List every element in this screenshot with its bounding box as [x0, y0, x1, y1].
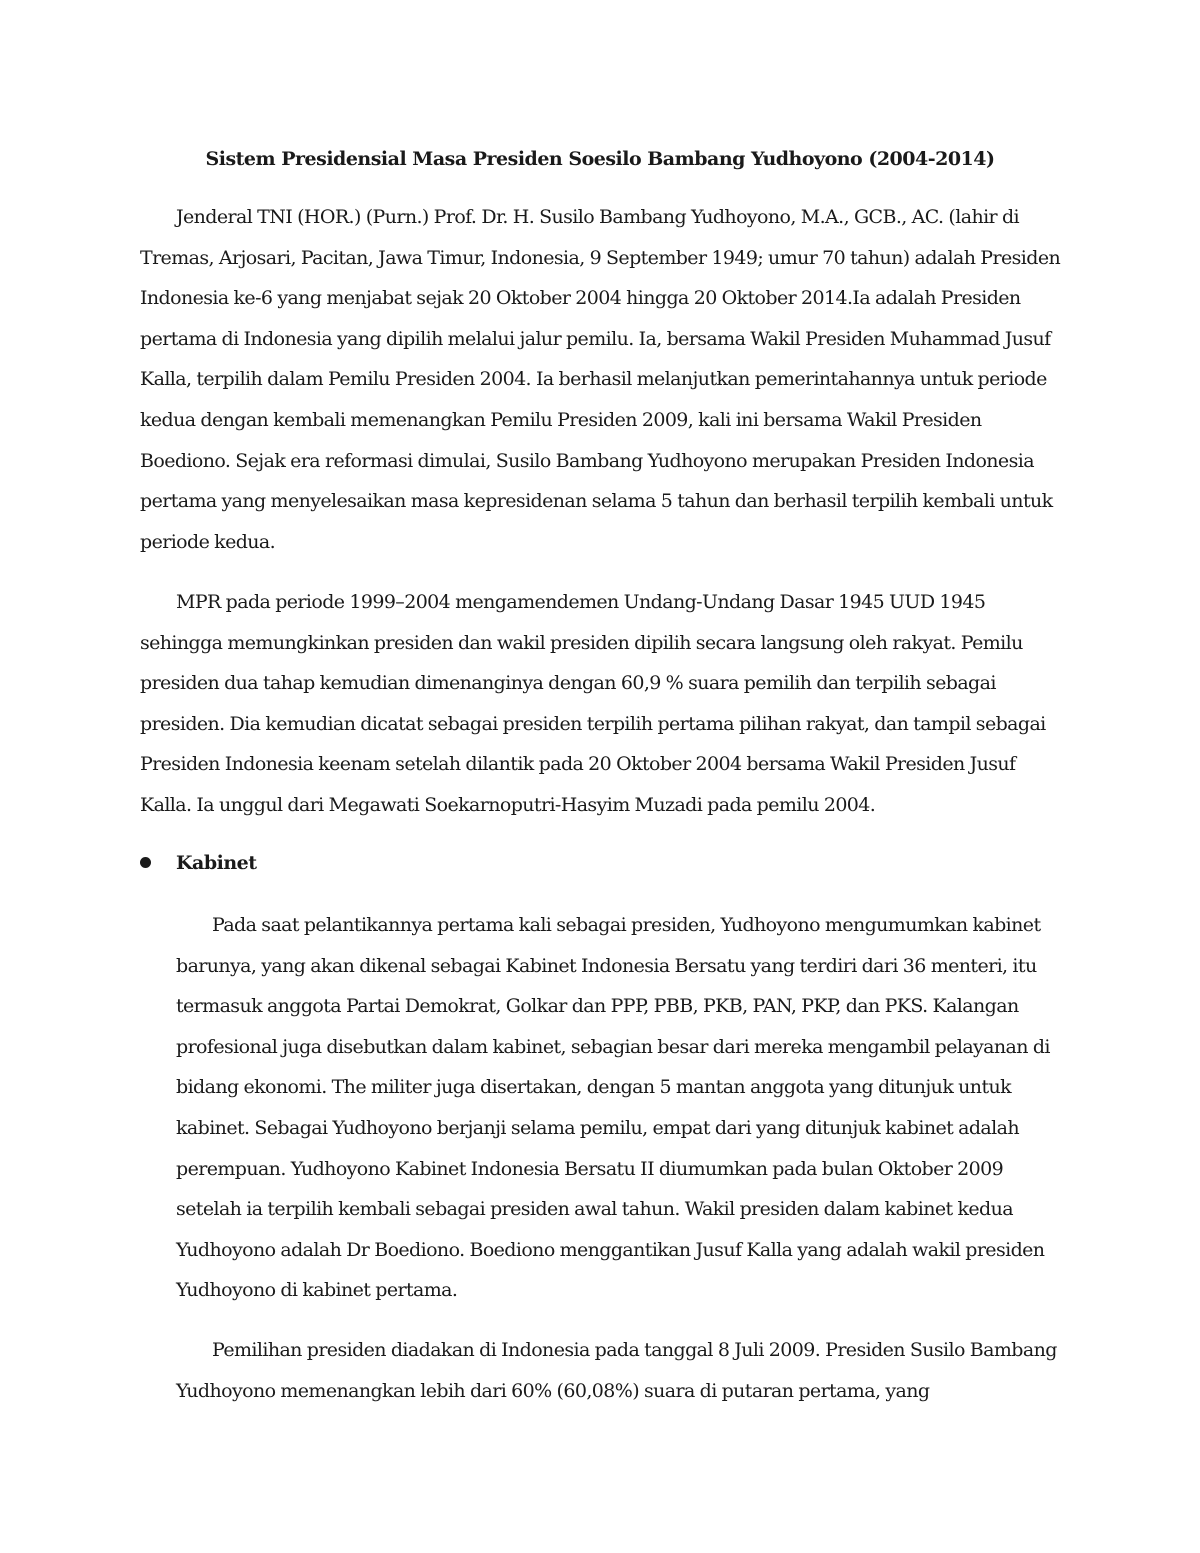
- section-heading-kabinet: [140, 847, 740, 879]
- bullet-icon: [140, 857, 151, 868]
- paragraph-cabinet: Pada saat pelantikannya pertama kali sebagai presiden, Yudhoyono mengumumkan kabinet barunya, yang akan dikenal sebagai Kabinet Indonesia Bersatu yang terdiri dari 36 menteri, itu termasuk anggota Partai Demokrat, Golkar dan PPP, PBB, PKB, PAN, PKP, dan PKS. Kalangan profesional juga disebutkan dalam kabinet, sebagian besar dari mereka mengambil pelayanan di bidang ekonomi. The militer juga disertakan, dengan 5 mantan anggota yang ditunjuk untuk kabinet. Sebagai Yudhoyono berjanji selama pemilu, empat dari yang ditunjuk kabinet adalah perempuan. Yudhoyono Kabinet Indonesia Bersatu II diumumkan pada bulan Oktober 2009 setelah ia terpilih kembali sebagai presiden awal tahun. Wakil presiden dalam kabinet kedua Yudhoyono adalah Dr Boediono. Boediono menggantikan Jusuf Kalla yang adalah wakil presiden Yudhoyono di kabinet pertama.: [176, 914, 1050, 1302]
- document-title: Sistem Presidensial Masa Presiden Soesilo Bambang Yudhoyono (2004-2014): [205, 148, 995, 170]
- paragraph-election-2004: MPR pada periode 1999–2004 mengamendemen Undang-Undang Dasar 1945 UUD 1945 sehingga memungkinkan presiden dan wakil presiden dipilih secara langsung oleh rakyat. Pemilu presiden dua tahap kemudian dimenanginya dengan 60,9 % suara pemilih dan terpilih sebagai presiden. Dia kemudian dicatat sebagai presiden terpilih pertama pilihan rakyat, dan tampil sebagai Presiden Indonesia keenam setelah dilantik pada 20 Oktober 2004 bersama Wakil Presiden Jusuf Kalla. Ia unggul dari Megawati Soekarnoputri-Hasyim Muzadi pada pemilu 2004.: [140, 591, 1046, 816]
- section-heading-label: Kabinet: [176, 852, 257, 874]
- paragraph-election-2009: Pemilihan presiden diadakan di Indonesia pada tanggal 8 Juli 2009. Presiden Susilo Bambang Yudhoyono memenangkan lebih dari 60% (60,08%) suara di putaran pertama, yang: [176, 1339, 1057, 1402]
- paragraph-biography: Jenderal TNI (HOR.) (Purn.) Prof. Dr. H. Susilo Bambang Yudhoyono, M.A., GCB., AC. (lahir di Tremas, Arjosari, Pacitan, Jawa Timur, Indonesia, 9 September 1949; umur 70 tahun) adalah Presiden Indonesia ke-6 yang menjabat sejak 20 Oktober 2004 hingga 20 Oktober 2014.Ia adalah Presiden pertama di Indonesia yang dipilih melalui jalur pemilu. Ia, bersama Wakil Presiden Muhammad Jusuf Kalla, terpilih dalam Pemilu Presiden 2004. Ia berhasil melanjutkan pemerintahannya untuk periode kedua dengan kembali memenangkan Pemilu Presiden 2009, kali ini bersama Wakil Presiden Boediono. Sejak era reformasi dimulai, Susilo Bambang Yudhoyono merupakan Presiden Indonesia pertama yang menyelesaikan masa kepresidenan selama 5 tahun dan berhasil terpilih kembali untuk periode kedua.: [140, 206, 1061, 553]
